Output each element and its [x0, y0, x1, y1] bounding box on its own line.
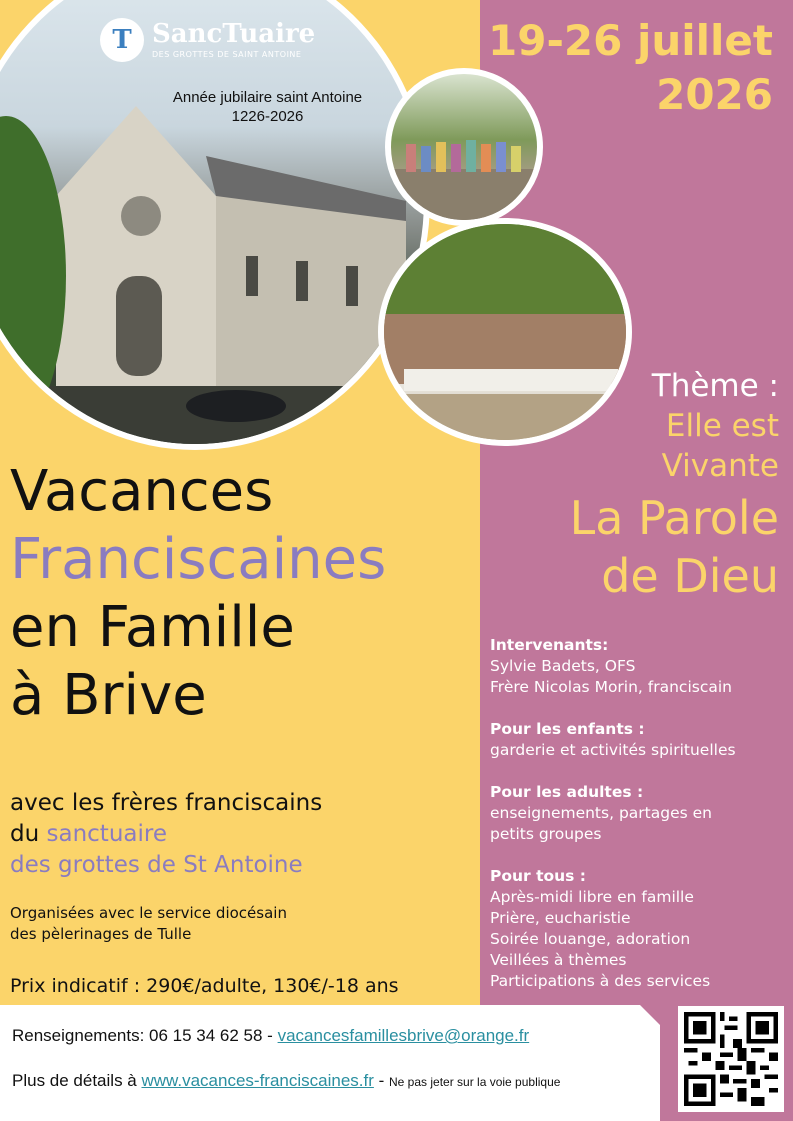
details-label: Plus de détails à: [12, 1071, 142, 1090]
jubilee-line1: Année jubilaire saint Antoine: [172, 89, 363, 106]
email-link[interactable]: vacancesfamillesbrive@orange.fr: [277, 1026, 530, 1045]
everyone-item: Veillées à thèmes: [490, 951, 627, 969]
logo-name: SancTuaire: [152, 19, 316, 49]
subtitle-line3: des grottes de St Antoine: [10, 852, 303, 878]
subtitle-line1: avec les frères franciscains: [10, 790, 323, 816]
theme-block: [570, 366, 779, 604]
subtitle-line2-accent: sanctuaire: [46, 821, 167, 847]
everyone-heading: Pour tous :: [490, 867, 586, 885]
children-item: garderie et activités spirituelles: [490, 741, 736, 759]
intervenant-item: Sylvie Badets, OFS: [490, 657, 636, 675]
tau-cross-icon: T: [100, 18, 144, 62]
organised-by: [10, 903, 287, 945]
title-line4: à Brive: [10, 663, 207, 728]
theme-line3: La Parole: [569, 491, 779, 545]
adults-item: petits groupes: [490, 825, 602, 843]
dates-line2: 2026: [656, 70, 773, 119]
price: Prix indicatif : 290€/adulte, 130€/-18 ans: [10, 975, 399, 997]
details-line: [12, 1071, 560, 1091]
footer-panel: [0, 1005, 660, 1121]
website-link[interactable]: www.vacances-franciscaines.fr: [141, 1071, 374, 1090]
intervenants-heading: Intervenants:: [490, 636, 609, 654]
organised-line1: Organisées avec le service diocésain: [10, 904, 287, 922]
everyone-item: Après-midi libre en famille: [490, 888, 694, 906]
disposal-notice: Ne pas jeter sur la voie publique: [389, 1075, 561, 1089]
subtitle-line2-prefix: du: [10, 821, 47, 847]
theme-label: Thème :: [651, 368, 779, 404]
qr-code-graphic: [684, 1012, 778, 1106]
children-heading: Pour les enfants :: [490, 720, 645, 738]
contact-line: [12, 1026, 529, 1046]
intervenant-item: Frère Nicolas Morin, franciscain: [490, 678, 732, 696]
everyone-block: [490, 866, 785, 992]
title-line1: Vacances: [10, 459, 274, 524]
logo-subtitle: DES GROTTES DE SAINT ANTOINE: [152, 50, 302, 59]
subtitle-line2: [10, 819, 322, 850]
jubilee-caption: [140, 88, 395, 126]
jubilee-line2: 1226-2026: [231, 108, 304, 125]
theme-line4: de Dieu: [601, 549, 779, 603]
everyone-item: Prière, eucharistie: [490, 909, 631, 927]
adults-item: enseignements, partages en: [490, 804, 712, 822]
title-line2: Franciscaines: [10, 527, 387, 592]
theme-line1: Elle est: [665, 408, 779, 444]
adults-block: [490, 782, 785, 845]
children-block: [490, 719, 785, 761]
program-info: [490, 635, 785, 1013]
event-dates: [488, 14, 773, 122]
everyone-item: Soirée louange, adoration: [490, 930, 691, 948]
organised-line2: des pèlerinages de Tulle: [10, 925, 192, 943]
adults-heading: Pour les adultes :: [490, 783, 644, 801]
theme-line2: Vivante: [661, 448, 779, 484]
main-title: [10, 458, 386, 730]
subtitle: [10, 788, 322, 881]
dates-line1: 19-26 juillet: [488, 16, 773, 65]
contact-label: Renseignements: 06 15 34 62 58 -: [12, 1026, 278, 1045]
footer-dash: -: [373, 1071, 389, 1090]
qr-code-icon[interactable]: [678, 1006, 784, 1112]
title-line3: en Famille: [10, 595, 295, 660]
sanctuary-logo: [100, 18, 315, 62]
intervenants-block: [490, 635, 785, 698]
everyone-item: Participations à des services: [490, 972, 711, 990]
